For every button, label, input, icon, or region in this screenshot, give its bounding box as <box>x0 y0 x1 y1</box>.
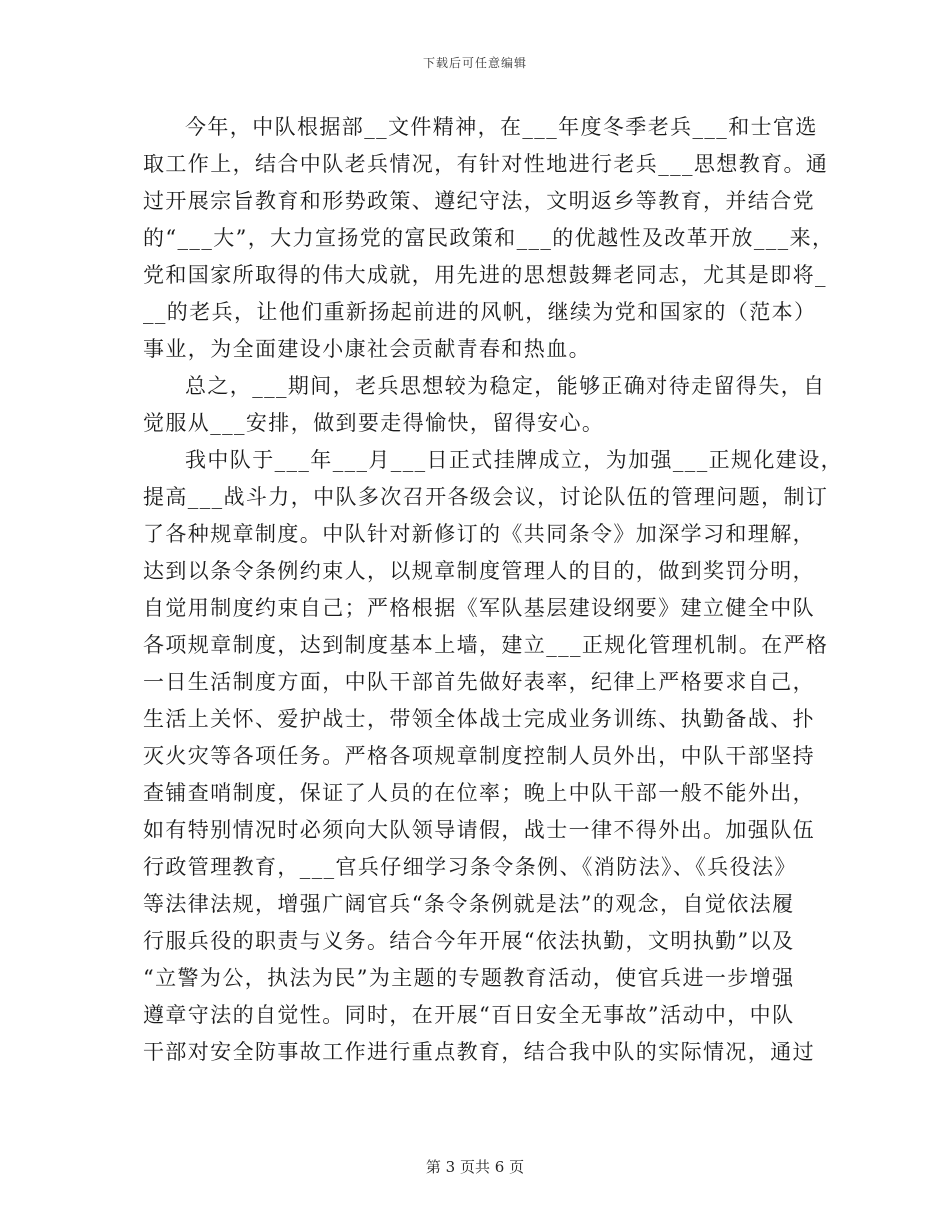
text-line: 的“___大”，大力宣扬党的富民政策和___的优越性及改革开放___来， <box>143 226 835 250</box>
text-line: 取工作上，结合中队老兵情况，有针对性地进行老兵___思想教育。通 <box>143 152 829 176</box>
text-line: __的老兵，让他们重新扬起前进的风帆，继续为党和国家的（范本） <box>143 300 817 324</box>
text-line: 查铺查哨制度，保证了人员的在位率；晚上中队干部一般不能外出， <box>143 781 815 805</box>
text-line: 一日生活制度方面，中队干部首先做好表率，纪律上严格要求自己， <box>143 670 815 694</box>
text-line: 各项规章制度，达到制度基本上墙，建立___正规化管理机制。在严格 <box>143 633 829 657</box>
text-line: 总之，___期间，老兵思想较为稳定，能够正确对待走留得失，自 <box>185 374 826 398</box>
page-header: 下载后可任意编辑 <box>422 56 527 70</box>
text-line: 行服兵役的职责与义务。结合今年开展“依法执勤，文明执勤”以及 <box>143 929 795 953</box>
paragraph-3 <box>143 442 843 1071</box>
text-line: 自觉用制度约束自己；严格根据《军队基层建设纲要》建立健全中队 <box>143 596 815 620</box>
text-line: 了各种规章制度。中队针对新修订的《共同条令》加深学习和理解， <box>143 522 815 546</box>
text-line: 达到以条令条例约束人，以规章制度管理人的目的，做到奖罚分明， <box>143 559 815 583</box>
text-line: 觉服从___安排，做到要走得愉快，留得安心。 <box>143 411 605 435</box>
text-line: 干部对安全防事故工作进行重点教育，结合我中队的实际情况，通过 <box>143 1040 815 1064</box>
document-body <box>143 109 843 1071</box>
page-footer: 第 3 页共 6 页 <box>425 1158 525 1176</box>
text-line: 事业，为全面建设小康社会贡献青春和热血。 <box>143 337 591 361</box>
text-line: 如有特别情况时必须向大队领导请假，战士一律不得外出。加强队伍 <box>143 818 815 842</box>
text-line: 我中队于___年___月___日正式挂牌成立，为加强___正规化建设， <box>185 448 843 472</box>
text-line: “立警为公，执法为民”为主题的专题教育活动，使官兵进一步增强 <box>143 966 795 990</box>
text-line: 党和国家所取得的伟大成就，用先进的思想鼓舞老同志，尤其是即将_ <box>143 263 827 287</box>
text-line: 生活上关怀、爱护战士，带领全体战士完成业务训练、执勤备战、扑 <box>143 707 815 731</box>
text-line: 今年，中队根据部__文件精神，在___年度冬季老兵___和士官选 <box>185 115 818 139</box>
paragraph-1 <box>143 109 835 368</box>
paragraph-2 <box>143 368 826 442</box>
text-line: 提高___战斗力，中队多次召开各级会议，讨论队伍的管理问题，制订 <box>143 485 829 509</box>
text-line: 等法律法规，增强广阔官兵“条令条例就是法”的观念，自觉依法履 <box>143 892 795 916</box>
text-line: 行政管理教育，___官兵仔细学习条令条例、《消防法》、《兵役法》 <box>143 855 797 879</box>
text-line: 遵章守法的自觉性。同时，在开展“百日安全无事故”活动中，中队 <box>143 1003 795 1027</box>
text-line: 灭火灾等各项任务。严格各项规章制度控制人员外出，中队干部坚持 <box>143 744 815 768</box>
text-line: 过开展宗旨教育和形势政策、遵纪守法，文明返乡等教育，并结合党 <box>143 189 815 213</box>
